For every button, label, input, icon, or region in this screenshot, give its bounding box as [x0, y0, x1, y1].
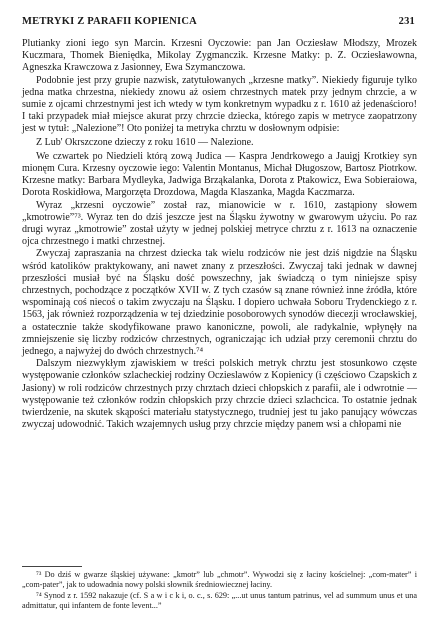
running-title: METRYKI Z PARAFII KOPIENICA [22, 16, 197, 27]
quoted-record-title: Z Lub' Okrszczone dzieczy z roku 1610 — Nalezione. [36, 136, 254, 148]
body-text [22, 38, 417, 432]
footnote-divider [22, 566, 82, 567]
footnote: ⁷⁴ Synod z r. 1592 nakazuje (cf. S a w i c k i, o. c., s. 629: „...ut unus tantum patrinus, vel ad summum unus et una admittatur, qui infantem de fonte levent...” [22, 591, 417, 610]
page-number: 231 [398, 16, 415, 27]
page-header [22, 16, 415, 30]
footnote: ⁷³ Do dziś w gwarze śląskiej używane: „kmotr” lub „chmotr”. Wywodzi się z łaciny kościelnej: „com-mater” i „com-pater”, jak to udowadnia nowy polski słownik średniowiecznej łaciny. [22, 570, 417, 589]
paragraph: Wyraz „krzesni oyczowie” został raz, mianowicie w r. 1610, zastąpiony słowem „kmotrowie”⁷³. Wyraz ten do dziś jeszcze jest na Śląsku żywotny w gwarowym użyciu. Po raz drugi wyraz „kmotrowie” został użyty w jednej polskiej metryce chrztu z r. 1613 na oznaczenie ojca chrzestnego i matki chrzestnej. [22, 199, 417, 248]
paragraph: Podobnie jest przy grupie nazwisk, zatytułowanych „krzesne matky”. Niekiedy figuruje tylko jedna matka chrzestna, niekiedy znowu aż osiem chrzestnych matek przy jednym chrzcie, a w sumie z ojcami chrzestnymi jest ich wtedy w tym konkretnym wypadku z r. 1610 aż jedenaścioro! I taki przypadek miał miejsce akurat przy chrzcie dziecka, którego zapis w metryce zaopatrzony jest w tytuł: „Nalezione”! Oto poniżej ta metryka chrztu w dosłownym odpisie: [22, 74, 417, 135]
paragraph: Zwyczaj zapraszania na chrzest dziecka tak wielu rodziców nie jest dziś nigdzie na Śląsku wśród katolików praktykowany, ani nawet znany z przeszłości. Zwyczaj taki jednak w dawnej przeszłości musiał być na Śląsku dość powszechny, jak świadczą o tym niniejsze spisy chrzestnych, pochodzące z początków XVII w. Z tych czasów są znane również inne źródła, które wspominają coś niecoś o takim zwyczaju na Śląsku. I dopiero uchwała Soboru Trydenckiego z r. 1563, jak również rozporządzenia w tej dziedzinie posoborowych synodów diecezji wrocławskiej, a ostatecznie także skodyfikowane prawo kanoniczne, powoli, ale radykalnie, wpłynęły na zmniejszenie się liczby rodziców chrzestnych, ograniczając ich udział przy ceremonii chrztu do jednego, a najwyżej do dwóch chrzestnych.⁷⁴ [22, 248, 417, 358]
footnotes [22, 570, 417, 612]
paragraph: We czwartek po Niedzieli którą zową Judica — Kaspra Jendrkowego a Jauigj Krotkiey syn mionęm Cura. Krzesny oyczowie iego: Valentin Montanus, Michał Długoszow, Bartosz Piotrkow. Krzesne matky: Barbara Mydleyka, Jadwiga Brząkalanka, Dorota z Ptakowicz, Ewa Sobieraiowa, Dorota Roskidłowa, Margorzęta Drozdowa, Magda Klaszanka, Magda Kaczmarza. [22, 150, 417, 199]
paragraph: Dalszym niezwykłym zjawiskiem w treści polskich metryk chrztu jest stosunkowo częste występowanie członków szlacheckiej rodziny Oczieslawów z Kopienicy (i częściowo Czapskich z Jasiony) w roli rodziców chrzestnych przy chrztach dzieci chłopskich z parafii, ale i odwrotnie — występowanie też członków rodzin chłopskich przy chrzcie dzieci szlachcica. To ostatnie jednak twierdzenie, na skutek skąpości materiału statystycznego, trudniej jest tu jako panujący wówczas zwyczaj udowodnić. Takich wzajemnych usług przy chrzcie między panem wsi a chłopami nie [22, 358, 417, 431]
paragraph: Plutianky zioni iego syn Marcin. Krzesni Oyczowie: pan Jan Ocziesław Młodszy, Mrozek Kuczmara, Thomek Bieniędka, Mikolay Zygmanczik. Krzesne Matky: p. Z. Ocziesławowna, Agneszka Krawczowa z Jasionney, Ewa Szymanczowa. [22, 38, 417, 74]
